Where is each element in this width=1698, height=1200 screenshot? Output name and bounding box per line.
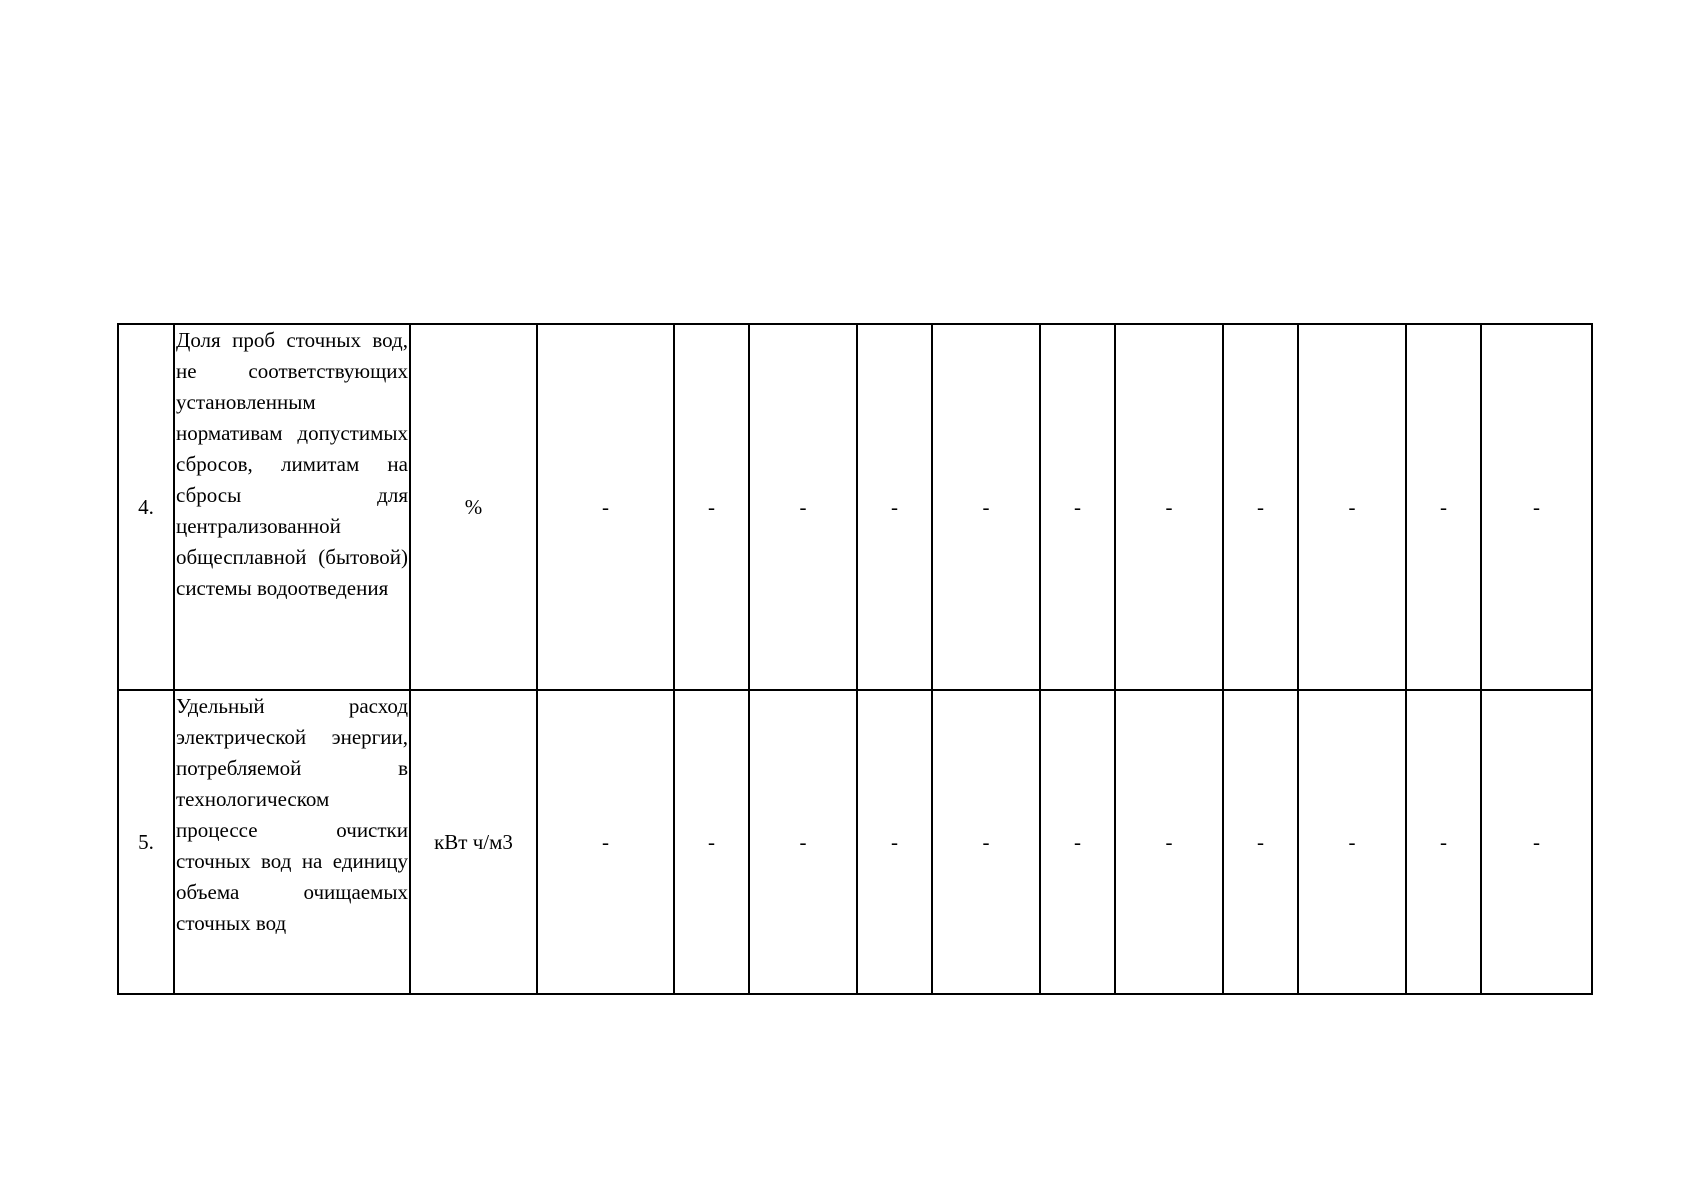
value-cell: - xyxy=(537,324,674,690)
row-number-cell: 4. xyxy=(118,324,174,690)
value-cell: - xyxy=(857,324,932,690)
value-cell: - xyxy=(932,324,1040,690)
value-cell: - xyxy=(1481,324,1592,690)
value-cell: - xyxy=(749,324,857,690)
value-cell: - xyxy=(537,690,674,994)
value-cell: - xyxy=(1298,324,1406,690)
value-cell: - xyxy=(1406,324,1481,690)
indicators-table xyxy=(117,323,1593,995)
table-row xyxy=(118,324,1592,690)
unit-cell: % xyxy=(410,324,537,690)
indicator-name-cell: Доля проб сточных вод, не соответствующих установленным нормативам допустимых сбросов, лимитам на сбросы для централизованной общесплавной (бытовой) системы водоотведения xyxy=(174,324,410,690)
value-cell: - xyxy=(857,690,932,994)
unit-cell: кВт ч/м3 xyxy=(410,690,537,994)
row-number-cell: 5. xyxy=(118,690,174,994)
value-cell: - xyxy=(1040,324,1115,690)
value-cell: - xyxy=(1115,690,1223,994)
value-cell: - xyxy=(932,690,1040,994)
value-cell: - xyxy=(1223,690,1298,994)
value-cell: - xyxy=(674,690,749,994)
value-cell: - xyxy=(1040,690,1115,994)
value-cell: - xyxy=(749,690,857,994)
indicator-name-cell: Удельный расход электрической энергии, потребляемой в технологическом процессе очистки сточных вод на единицу объема очищаемых сточных вод xyxy=(174,690,410,994)
value-cell: - xyxy=(1298,690,1406,994)
value-cell: - xyxy=(1115,324,1223,690)
value-cell: - xyxy=(674,324,749,690)
value-cell: - xyxy=(1481,690,1592,994)
table-row xyxy=(118,690,1592,994)
value-cell: - xyxy=(1406,690,1481,994)
value-cell: - xyxy=(1223,324,1298,690)
